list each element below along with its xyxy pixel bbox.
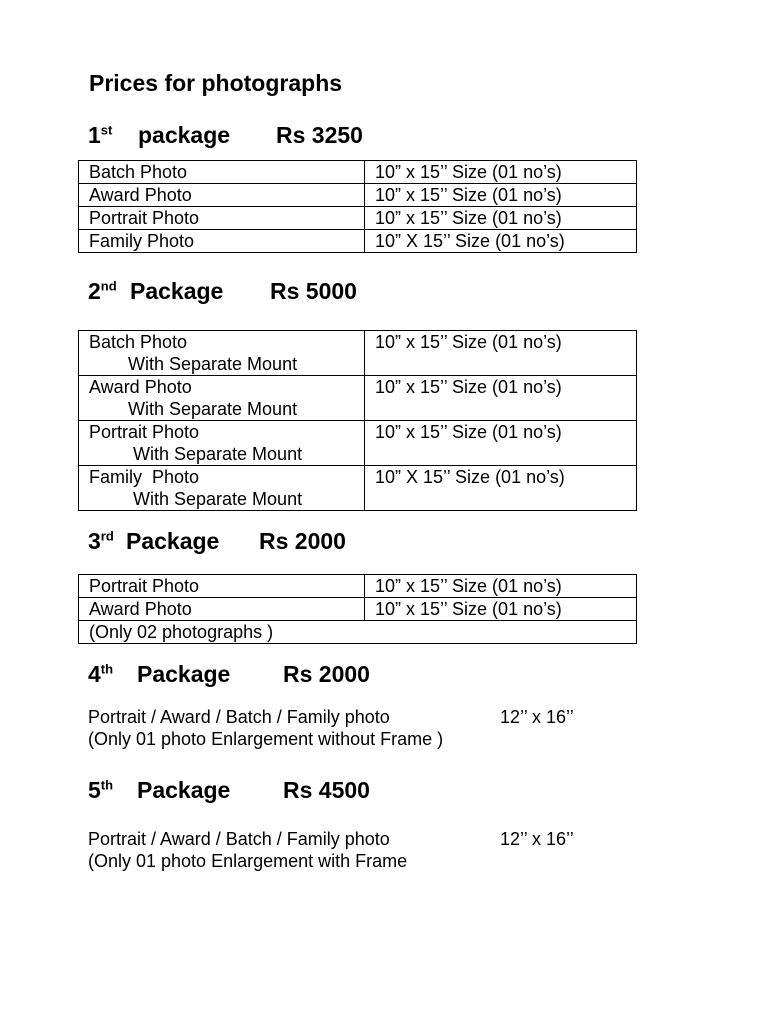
package-number: 2: [88, 278, 101, 304]
package-2-table: [78, 330, 637, 511]
size-cell: 10” x 15’’ Size (01 no’s): [365, 598, 637, 621]
item-name: Family Photo: [89, 467, 200, 487]
package-price: Rs 3250: [276, 122, 363, 148]
package-number: 4: [88, 661, 101, 687]
package-word: Package: [130, 278, 224, 304]
package-4-heading: [88, 659, 370, 689]
package-price: Rs 5000: [270, 278, 357, 304]
package-ordinal: nd: [100, 278, 117, 294]
photo-dimensions: 12’’ x 16’’: [500, 707, 574, 727]
package-word: Package: [137, 661, 231, 687]
photo-types: Portrait / Award / Batch / Family photo: [88, 829, 390, 849]
package-2-heading: [88, 276, 357, 306]
table-row: [79, 575, 637, 598]
package-ordinal: st: [100, 122, 113, 138]
package-price: Rs 2000: [259, 528, 346, 554]
table-row: [79, 331, 637, 376]
item-cell: [79, 421, 365, 466]
size-cell: 10” x 15’’ Size (01 no’s): [365, 161, 637, 184]
package-number: 5: [88, 777, 101, 803]
package-ordinal: rd: [100, 528, 114, 544]
item-name: Batch Photo: [89, 332, 188, 352]
table-row: [79, 230, 637, 253]
size-cell: 10” X 15’’ Size (01 no’s): [365, 466, 637, 511]
package-4-note: (Only 01 photo Enlargement without Frame ): [88, 729, 444, 749]
package-5-description: [88, 828, 574, 850]
item-cell: Award Photo: [79, 598, 365, 621]
table-row: [79, 598, 637, 621]
item-cell: Portrait Photo: [79, 207, 365, 230]
size-cell: 10” x 15’’ Size (01 no’s): [365, 207, 637, 230]
photo-types: Portrait / Award / Batch / Family photo: [88, 707, 390, 727]
package-price: Rs 4500: [283, 777, 370, 803]
table-footer-cell: (Only 02 photographs ): [79, 621, 637, 644]
size-cell: 10” x 15’’ Size (01 no’s): [365, 376, 637, 421]
table-row: [79, 207, 637, 230]
item-cell: [79, 331, 365, 376]
size-cell: 10” x 15’’ Size (01 no’s): [365, 184, 637, 207]
item-cell: Family Photo: [79, 230, 365, 253]
item-name: Portrait Photo: [89, 422, 200, 442]
package-5-heading: [88, 775, 370, 805]
item-note: With Separate Mount: [128, 399, 298, 419]
item-cell: [79, 376, 365, 421]
package-word: Package: [137, 777, 231, 803]
package-word: package: [138, 122, 231, 148]
item-note: With Separate Mount: [128, 354, 298, 374]
package-1-table: [78, 160, 637, 253]
package-number: 1: [88, 122, 101, 148]
package-word: Package: [126, 528, 220, 554]
package-number: 3: [88, 528, 101, 554]
package-1-heading: [88, 120, 363, 150]
item-cell: Award Photo: [79, 184, 365, 207]
table-row: [79, 376, 637, 421]
item-cell: Batch Photo: [79, 161, 365, 184]
table-row: [79, 184, 637, 207]
photo-dimensions: 12’’ x 16’’: [500, 829, 574, 849]
package-ordinal: th: [100, 661, 114, 677]
package-ordinal: th: [100, 777, 114, 793]
package-4-description: [88, 706, 574, 728]
table-row: [79, 421, 637, 466]
size-cell: 10” x 15’’ Size (01 no’s): [365, 421, 637, 466]
item-cell: [79, 466, 365, 511]
size-cell: 10” x 15’’ Size (01 no’s): [365, 575, 637, 598]
package-3-heading: [88, 526, 346, 556]
item-cell: Portrait Photo: [79, 575, 365, 598]
item-note: With Separate Mount: [133, 489, 303, 509]
package-5-note: (Only 01 photo Enlargement with Frame: [88, 851, 408, 871]
page-title: Prices for photographs: [89, 70, 343, 96]
size-cell: 10” X 15’’ Size (01 no’s): [365, 230, 637, 253]
item-note: With Separate Mount: [133, 444, 303, 464]
table-row: [79, 161, 637, 184]
size-cell: 10” x 15’’ Size (01 no’s): [365, 331, 637, 376]
table-row: [79, 466, 637, 511]
item-name: Award Photo: [89, 377, 192, 397]
table-row: [79, 621, 637, 644]
package-3-table: [78, 574, 637, 644]
package-price: Rs 2000: [283, 661, 370, 687]
